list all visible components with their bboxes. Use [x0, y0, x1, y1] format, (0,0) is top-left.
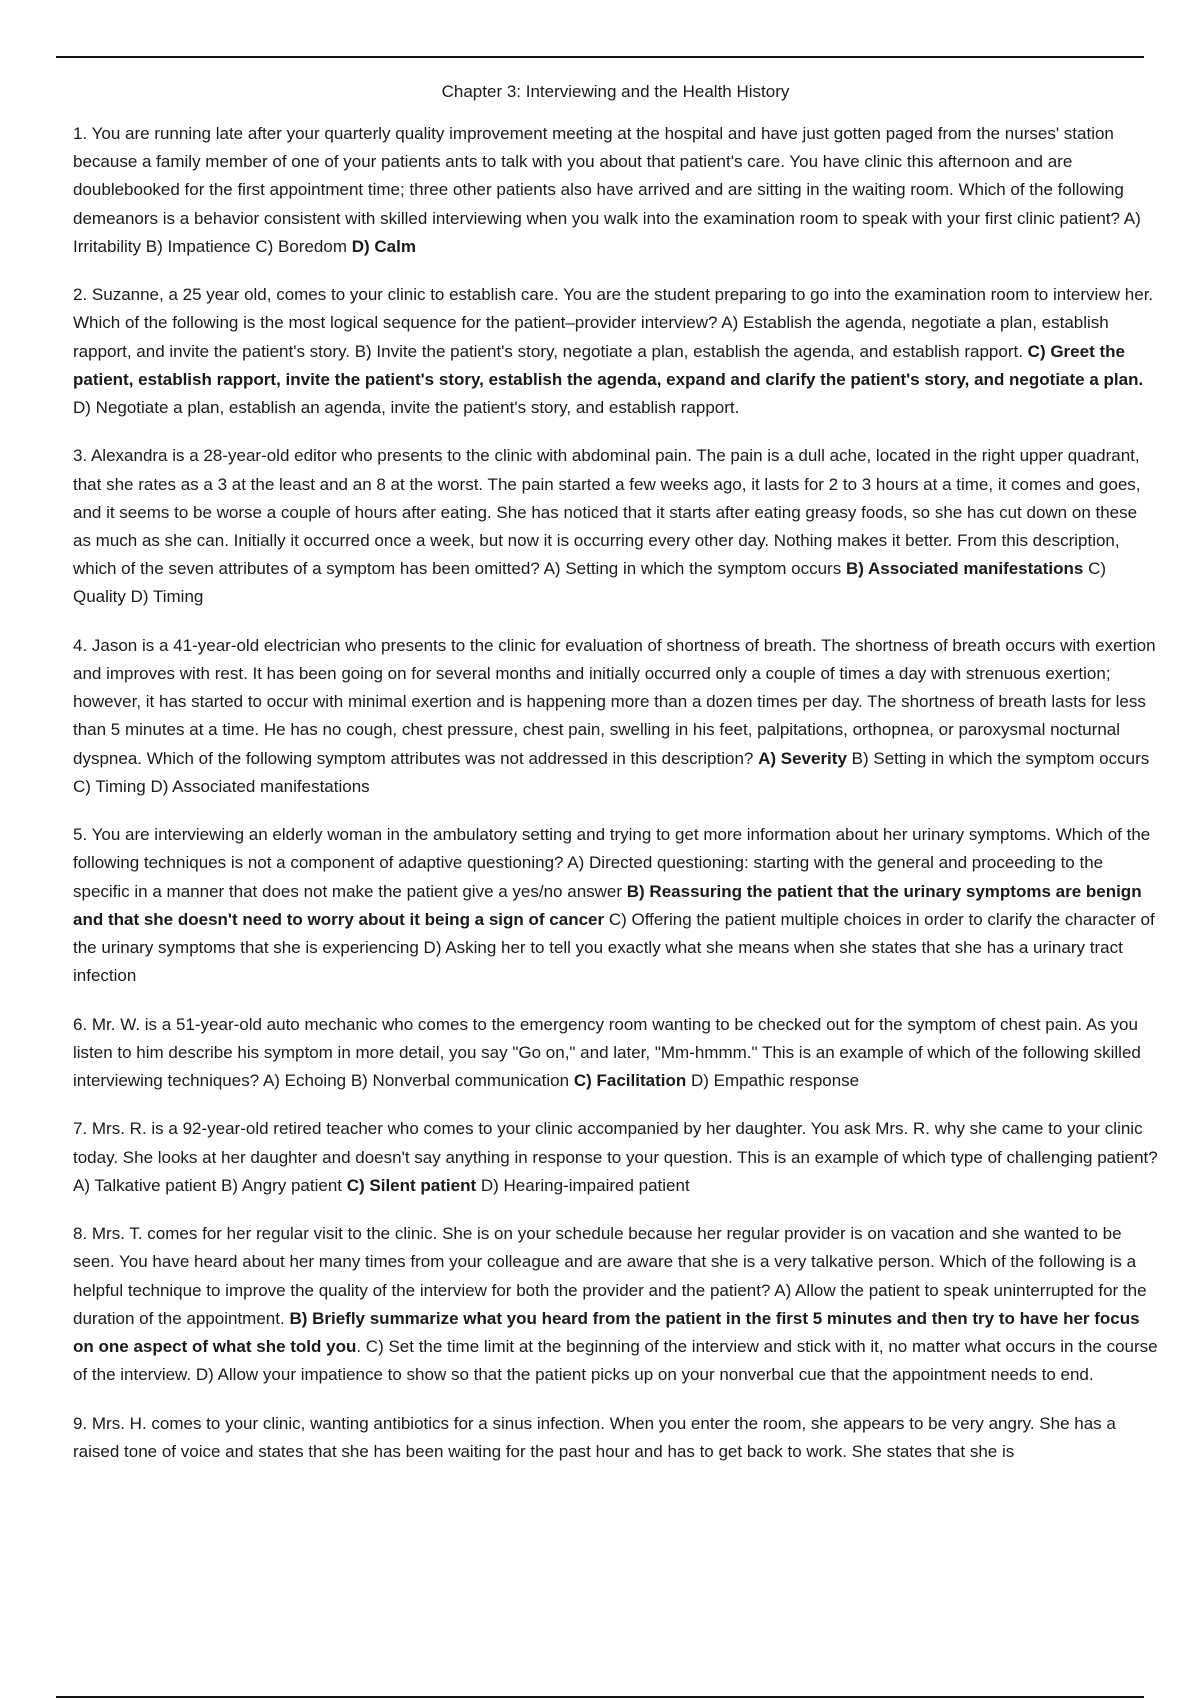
- question-text: 4. Jason is a 41-year-old electrician who presents to the clinic for evaluation of shortness of breath. The shortness of breath occurs with exertion and improves with rest. It has been going on for several months and initially occurred only a couple of times a day with strenuous exertion; however, it has started to occur with minimal exertion and is happening more than a dozen times per day. The shortness of breath lasts for less than 5 minutes at a time. He has no cough, chest pressure, chest pain, swelling in his feet, palpitations, orthopnea, or paroxysmal nocturnal dyspnea. Which of the following symptom attributes was not addressed in this description?: [73, 635, 1156, 768]
- page-title: Chapter 3: Interviewing and the Health History: [441, 82, 790, 101]
- question-text: 9. Mrs. H. comes to your clinic, wanting antibiotics for a sinus infection. When you enter the room, she appears to be very angry. She has a raised tone of voice and states that she has been waiting for the past hour and has to get back to work. She states that she is: [73, 1413, 1116, 1461]
- question-7: [73, 1115, 1158, 1200]
- question-text-after: B) Setting in which the symptom occurs C) Timing D) Associated manifestations: [73, 748, 1150, 796]
- question-8: [73, 1220, 1158, 1389]
- header-rule: [56, 56, 1144, 58]
- correct-answer: C) Greet the patient, establish rapport, invite the patient's story, establish the agenda, expand and clarify the patient's story, and negotiate a plan.: [73, 341, 1144, 389]
- question-4: [73, 632, 1158, 801]
- question-text-after: D) Empathic response: [686, 1071, 860, 1091]
- question-text-after: C) Offering the patient multiple choices in order to clarify the character of the urinary symptoms that she is experiencing D) Asking her to tell you exactly what she means when she states that she has a urinary tract infection: [73, 909, 1155, 986]
- question-text-after: D) Hearing-impaired patient: [476, 1175, 690, 1195]
- question-text: 6. Mr. W. is a 51-year-old auto mechanic who comes to the emergency room wanting to be checked out for the symptom of chest pain. As you listen to him describe his symptom in more detail, you say "Go on," and later, "Mm-hmmm." This is an example of which of the following skilled interviewing techniques? A) Echoing B) Nonverbal communication: [73, 1014, 1141, 1091]
- question-6: [73, 1011, 1158, 1096]
- question-1: [73, 120, 1158, 261]
- correct-answer: B) Reassuring the patient that the urinary symptoms are benign and that she doesn't need to worry about it being a sign of cancer: [73, 881, 1142, 929]
- question-2: [73, 281, 1158, 422]
- correct-answer: D) Calm: [351, 236, 416, 256]
- question-text: 8. Mrs. T. comes for her regular visit to the clinic. She is on your schedule because her regular provider is on vacation and she wanted to be seen. You have heard about her many times from your colleague and are aware that she is a very talkative person. Which of the following is a helpful technique to improve the quality of the interview for both the provider and the patient? A) Allow the patient to speak uninterrupted for the duration of the appointment.: [73, 1224, 1147, 1328]
- footer-rule: [56, 1696, 1144, 1698]
- correct-answer: C) Silent patient: [346, 1175, 477, 1195]
- question-text: 3. Alexandra is a 28-year-old editor who presents to the clinic with abdominal pain. The pain is a dull ache, located in the right upper quadrant, that she rates as a 3 at the least and an 8 at the worst. The pain started a few weeks ago, it lasts for 2 to 3 hours at a time, it comes and goes, and it seems to be worse a couple of hours after eating. She has noticed that it starts after eating greasy foods, so she has cut down on these as much as she can. Initially it occurred once a week, but now it is occurring every other day. Nothing makes it better. From this description, which of the seven attributes of a symptom has been omitted? A) Setting in which the symptom occurs: [73, 446, 1141, 579]
- question-text: 5. You are interviewing an elderly woman in the ambulatory setting and trying to get more information about her urinary symptoms. Which of the following techniques is not a component of adaptive questioning? A) Directed questioning: starting with the general and proceeding to the specific in a manner that does not make the patient give a yes/no answer: [73, 825, 1151, 901]
- question-5: [73, 821, 1158, 990]
- question-text-after: D) Negotiate a plan, establish an agenda, invite the patient's story, and establish rapport.: [73, 398, 740, 418]
- question-text-after: . C) Set the time limit at the beginning of the interview and stick with it, no matter what occurs in the course of the interview. D) Allow your impatience to show so that the patient picks up on your nonverbal cue that the appointment needs to end.: [73, 1337, 1158, 1385]
- correct-answer: B) Briefly summarize what you heard from the patient in the first 5 minutes and then try to have her focus on one aspect of what she told you: [73, 1308, 1140, 1357]
- question-text: 7. Mrs. R. is a 92-year-old retired teacher who comes to your clinic accompanied by her daughter. You ask Mrs. R. why she came to your clinic today. She looks at her daughter and doesn't say anything in response to your question. This is an example of which type of challenging patient? A) Talkative patient B) Angry patient: [73, 1119, 1158, 1195]
- correct-answer: B) Associated manifestations: [845, 559, 1084, 579]
- correct-answer: A) Severity: [758, 748, 847, 768]
- question-3: [73, 442, 1158, 611]
- document-body: [73, 82, 1158, 1486]
- question-text-after: C) Quality D) Timing: [73, 559, 1107, 607]
- question-text: 1. You are running late after your quarterly quality improvement meeting at the hospital and have just gotten paged from the nurses' station because a family member of one of your patients ants to talk with you about that patient's care. You have clinic this afternoon and are doublebooked for the first appointment time; three other patients also have arrived and are sitting in the waiting room. Which of the following demeanors is a behavior consistent with skilled interviewing when you walk into the examination room to speak with your first clinic patient? A) Irritability B) Impatience C) Boredom: [73, 124, 1141, 256]
- question-text: 2. Suzanne, a 25 year old, comes to your clinic to establish care. You are the student preparing to go into the examination room to interview her. Which of the following is the most logical sequence for the patient–provider interview? A) Establish the agenda, negotiate a plan, establish rapport, and invite the patient's story. B) Invite the patient's story, negotiate a plan, establish the agenda, and establish rapport.: [73, 285, 1154, 361]
- question-9: [73, 1410, 1158, 1466]
- correct-answer: C) Facilitation: [573, 1071, 687, 1091]
